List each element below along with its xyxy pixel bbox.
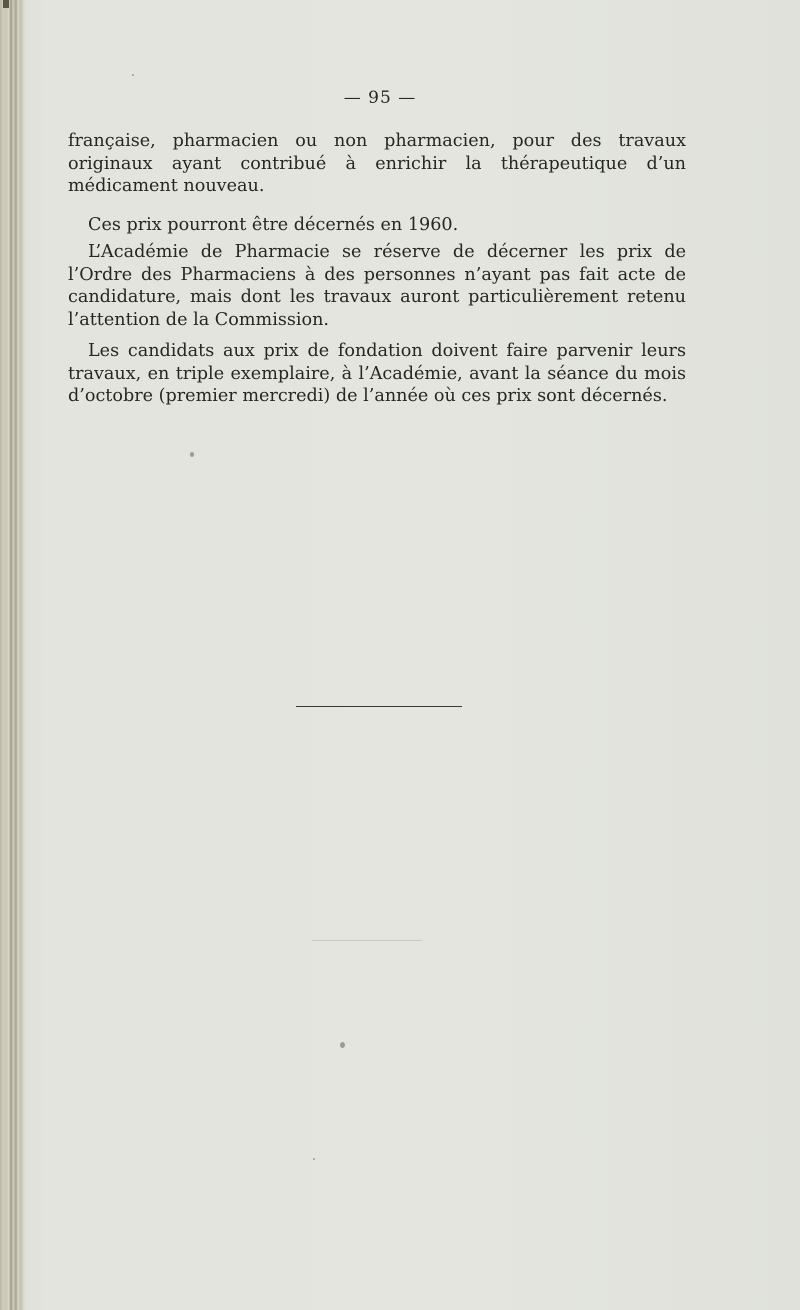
paragraph-prize-date: Ces prix pourront être décernés en 1960. [88, 214, 459, 235]
paragraph-continuation: française, pharmacien ou non pharmacien, pour des travaux originaux ayant contribué à enrichir la thérapeutique d’un médicament nouveau. [68, 131, 686, 196]
page-number: — 95 — [343, 88, 417, 108]
paragraph-academy-reserve: L’Académie de Pharmacie se réserve de décerner les prix de l’Ordre des Pharmaciens à des personnes n’ayant pas fait acte de candidature, mais dont les travaux auront particulièrement retenu l’attention de la Commission. [68, 242, 686, 330]
faint-show-through-line [312, 940, 422, 941]
body-text [68, 130, 686, 408]
section-divider [296, 706, 462, 707]
paper-speck [340, 1042, 345, 1048]
paper-speck [313, 1158, 315, 1160]
binding-mark [3, 0, 9, 8]
paper-speck [190, 452, 194, 457]
paragraph-candidates: Les candidats aux prix de fondation doivent faire parvenir leurs travaux, en triple exemplaire, à l’Académie, avant la séance du mois d’octobre (premier mercredi) de l’année où ces prix sont décernés. [68, 341, 686, 406]
binding-edge [0, 0, 26, 1310]
paper-speck [132, 74, 134, 76]
